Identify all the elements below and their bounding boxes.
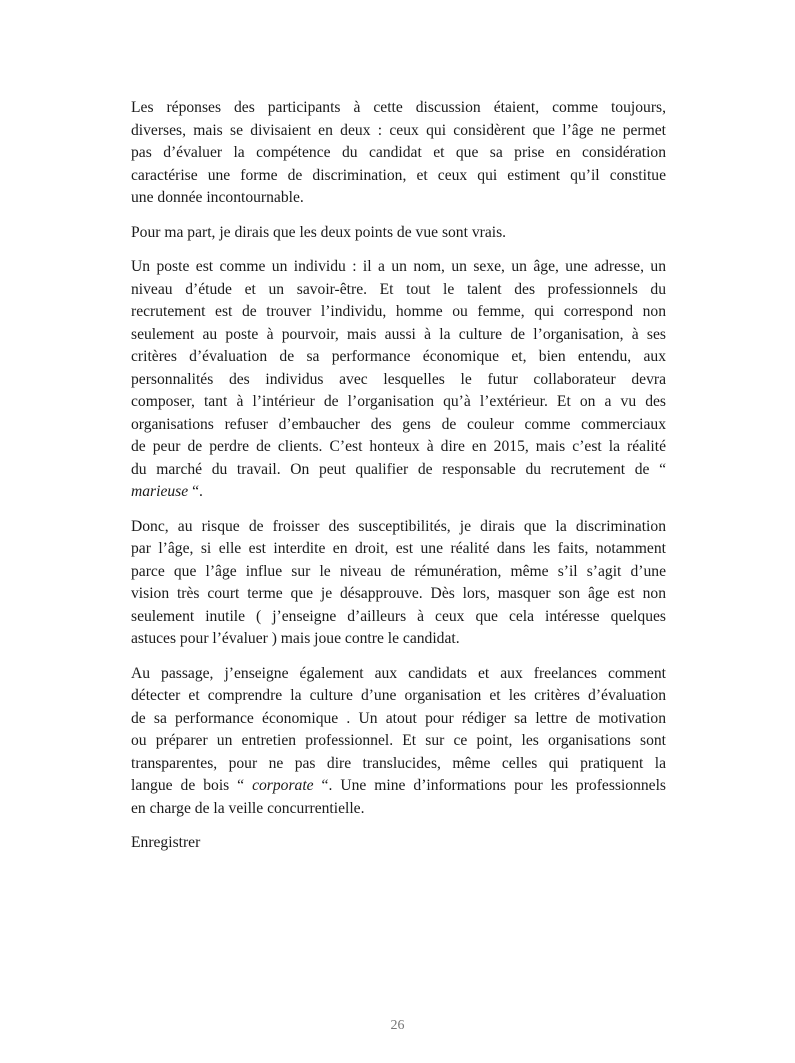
text-segment: composer, tant à l’intérieur de l’organisation qu’à l’extérieur. Et on a vu des bbox=[131, 393, 666, 410]
text-line bbox=[131, 256, 666, 279]
text-segment: Les réponses des participants à cette discussion étaient, comme toujours, bbox=[131, 99, 666, 116]
italic-text: marieuse bbox=[131, 483, 189, 500]
paragraph bbox=[131, 516, 666, 651]
text-segment: en charge de la veille concurrentielle. bbox=[131, 799, 365, 817]
text-segment: Au passage, j’enseigne également aux candidats et aux freelances comment bbox=[131, 664, 666, 682]
text-segment: seulement inutile ( j’enseigne d’ailleurs à ceux que cela intéresse quelques bbox=[131, 607, 666, 625]
text-segment: vision très court terme que je désapprouve. Dès lors, masquer son âge est non bbox=[131, 585, 666, 602]
text-line bbox=[131, 165, 666, 188]
text-line bbox=[131, 628, 666, 651]
text-line bbox=[131, 730, 666, 753]
text-line bbox=[131, 753, 666, 776]
text-segment: Enregistrer bbox=[131, 834, 201, 851]
text-segment: par l’âge, si elle est interdite en droit, est une réalité dans les faits, notamment bbox=[131, 540, 666, 557]
text-line bbox=[131, 606, 666, 629]
paragraph bbox=[131, 663, 666, 821]
text-line bbox=[131, 516, 666, 539]
text-line bbox=[131, 459, 666, 482]
text-line bbox=[131, 346, 666, 369]
text-line bbox=[131, 369, 666, 392]
text-segment: caractérise une forme de discrimination, et ceux qui estiment qu’il constitue bbox=[131, 166, 666, 184]
text-segment: Un poste est comme un individu : il a un nom, un sexe, un âge, une adresse, un bbox=[131, 258, 666, 275]
text-line bbox=[131, 187, 666, 210]
text-segment: ou préparer un entretien professionnel. Et sur ce point, les organisations sont bbox=[131, 732, 666, 749]
text-line bbox=[131, 324, 666, 347]
text-segment: seulement au poste à pourvoir, mais aussi à la culture de l’organisation, à ses bbox=[131, 325, 666, 343]
text-segment: niveau d’étude et un savoir-être. Et tout le talent des professionnels du bbox=[131, 280, 666, 298]
text-segment: détecter et comprendre la culture d’une organisation et les critères d’évaluation bbox=[131, 687, 666, 704]
text-line bbox=[131, 685, 666, 708]
text-line bbox=[131, 222, 666, 245]
text-segment: “. bbox=[188, 483, 203, 500]
text-segment: critères d’évaluation de sa performance économique et, bien entendu, aux bbox=[131, 348, 666, 365]
text-line bbox=[131, 663, 666, 686]
text-segment: langue de bois “ bbox=[131, 777, 253, 794]
text-segment: transparentes, pour ne pas dire translucides, même celles qui pratiquent la bbox=[131, 754, 666, 772]
text-line bbox=[131, 775, 666, 798]
text-line bbox=[131, 120, 666, 143]
text-segment: de sa performance économique . Un atout pour rédiger sa lettre de motivation bbox=[131, 709, 666, 727]
text-line bbox=[131, 583, 666, 606]
text-line bbox=[131, 301, 666, 324]
paragraph bbox=[131, 832, 666, 855]
text-line bbox=[131, 414, 666, 437]
text-segment: “. Une mine d’informations pour les professionnels bbox=[313, 777, 667, 794]
text-line bbox=[131, 832, 666, 855]
text-segment: pas d’évaluer la compétence du candidat et que sa prise en considération bbox=[131, 144, 666, 161]
text-line bbox=[131, 561, 666, 584]
text-segment: parce que l’âge influe sur le niveau de rémunération, même s’il s’agit d’une bbox=[131, 562, 666, 580]
text-segment: du marché du travail. On peut qualifier de responsable du recrutement de “ bbox=[131, 460, 666, 478]
text-line bbox=[131, 538, 666, 561]
text-line bbox=[131, 708, 666, 731]
text-segment: diverses, mais se divisaient en deux : ceux qui considèrent que l’âge ne permet bbox=[131, 121, 666, 139]
paragraph bbox=[131, 222, 666, 245]
text-line bbox=[131, 481, 666, 504]
text-segment: Donc, au risque de froisser des susceptibilités, je dirais que la discrimination bbox=[131, 517, 666, 535]
text-segment: recrutement est de trouver l’individu, homme ou femme, qui correspond non bbox=[131, 303, 666, 320]
document-body bbox=[131, 97, 666, 867]
italic-text: corporate bbox=[252, 777, 314, 794]
paragraph bbox=[131, 97, 666, 210]
text-line bbox=[131, 142, 666, 165]
text-segment: une donnée incontournable. bbox=[131, 189, 304, 206]
text-segment: astuces pour l’évaluer ) mais joue contre le candidat. bbox=[131, 630, 460, 647]
text-line bbox=[131, 97, 666, 120]
text-line bbox=[131, 391, 666, 414]
text-line bbox=[131, 436, 666, 459]
text-line bbox=[131, 279, 666, 302]
text-segment: de peur de perdre de clients. C’est honteux à dire en 2015, mais c’est la réalité bbox=[131, 438, 666, 455]
text-segment: Pour ma part, je dirais que les deux points de vue sont vrais. bbox=[131, 223, 507, 241]
page-number: 26 bbox=[390, 1018, 405, 1033]
text-segment: organisations refuser d’embaucher des gens de couleur comme commerciaux bbox=[131, 415, 666, 433]
paragraph bbox=[131, 256, 666, 504]
text-segment: personnalités des individus avec lesquelles le futur collaborateur devra bbox=[131, 370, 666, 388]
text-line bbox=[131, 798, 666, 821]
